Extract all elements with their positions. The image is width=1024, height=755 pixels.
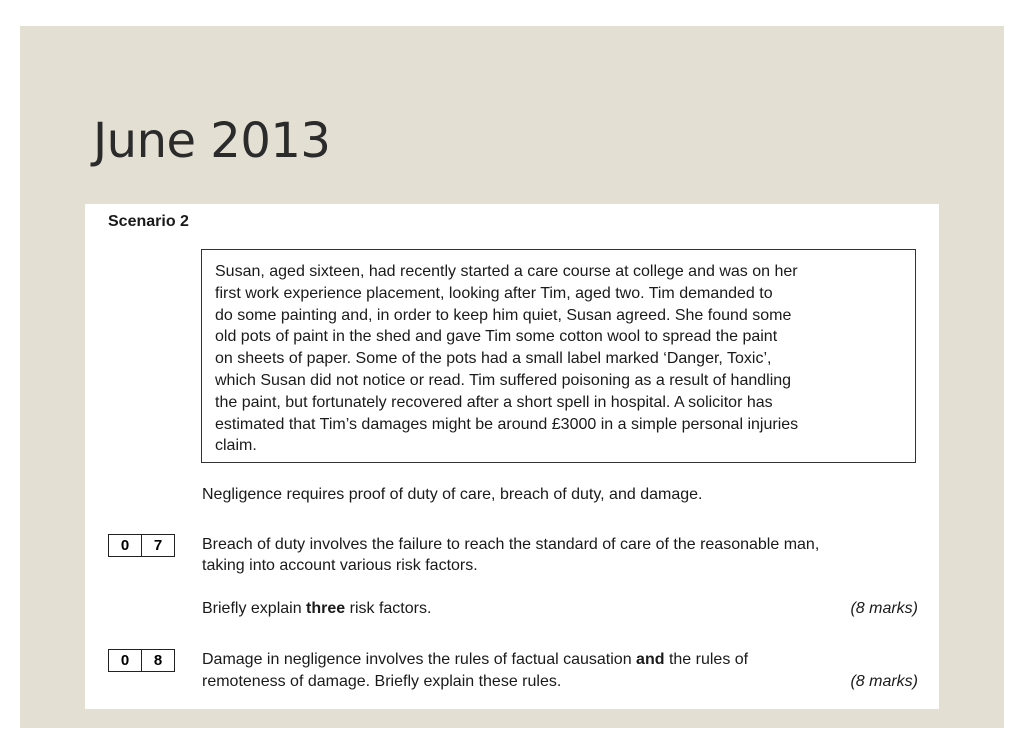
question-digit: 8 bbox=[141, 650, 174, 671]
question-number-08 bbox=[108, 649, 175, 672]
emphasis-and: and bbox=[636, 651, 665, 668]
question-digit: 0 bbox=[120, 537, 130, 554]
q08-text-line1: Damage in negligence involves the rules of factual causation and the rules of bbox=[202, 651, 749, 668]
slide-title: June 2013 bbox=[93, 113, 331, 169]
q08-text-line2: remoteness of damage. Briefly explain these rules. bbox=[202, 673, 562, 690]
question-digit: 0 bbox=[120, 652, 130, 669]
exam-paper bbox=[85, 204, 939, 709]
q07-text-line2: taking into account various risk factors. bbox=[202, 557, 478, 574]
emphasis-three: three bbox=[306, 600, 346, 617]
question-number-07 bbox=[108, 534, 175, 557]
negligence-intro: Negligence requires proof of duty of care, breach of duty, and damage. bbox=[202, 486, 703, 503]
q07-marks: (8 marks) bbox=[850, 600, 918, 617]
q07-instruction: Briefly explain three risk factors. bbox=[202, 600, 432, 617]
scenario-heading: Scenario 2 bbox=[108, 213, 189, 230]
scenario-text: Susan, aged sixteen, had recently started a care course at college and was on her first work experience placement, looking after Tim, aged two. Tim demanded to do some painting and, in order to keep him quiet, Susan agreed. She found some old pots of paint in the shed and gave Tim some cotton wool to spread the paint on sheets of paper. Some of the pots had a small label marked ‘Danger, Toxic’, which Susan did not notice or read. Tim suffered poisoning as a result of handling the paint, but fortunately recovered after a short spell in hospital. A solicitor has estimated that Tim’s damages might be around £3000 in a simple personal injuries claim. bbox=[215, 263, 799, 455]
question-digit: 7 bbox=[141, 535, 174, 556]
q08-marks: (8 marks) bbox=[850, 673, 918, 690]
q07-text-line1: Breach of duty involves the failure to reach the standard of care of the reasonable man, bbox=[202, 536, 820, 553]
scenario-box bbox=[201, 249, 916, 463]
